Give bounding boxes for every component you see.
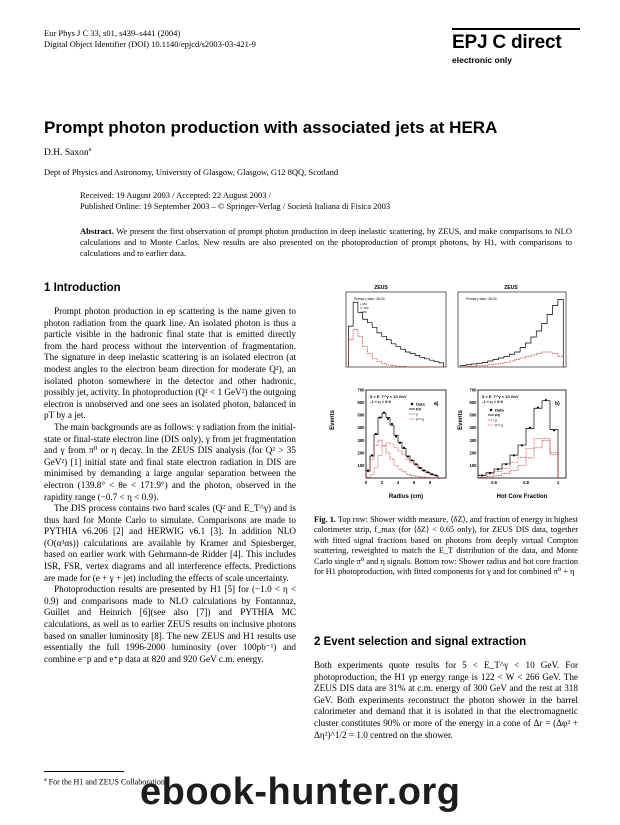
journal-brand <box>452 28 580 65</box>
panel-title: ZEUS <box>374 285 388 291</box>
author-footnote-mark: a <box>88 147 92 153</box>
kinematic-cut: 5 < E_T^γ < 10 GeV <box>370 394 407 399</box>
tick-label: 700 <box>357 387 365 393</box>
h1-radius-panel <box>330 388 446 501</box>
author-name: D.H. Saxon <box>44 148 89 159</box>
received-line: Received: 19 August 2003 / Accepted: 22 August 2003 / <box>80 190 271 200</box>
data-marker-icon <box>411 403 413 405</box>
panel-title: ZEUS <box>504 285 518 291</box>
published-line: Published Online: 19 September 2003 – © Springer-Verlag / Società Italiana di Fisica 2003 <box>80 201 391 211</box>
tick-label: 300 <box>357 437 365 443</box>
y-axis-label: Events <box>458 410 464 430</box>
data-point <box>521 444 523 446</box>
legend-data: Data <box>416 401 425 407</box>
author-line <box>44 147 91 158</box>
legend-pi-eta: π⁰+η <box>416 417 425 422</box>
data-point <box>379 417 381 419</box>
data-marker-icon <box>490 409 492 411</box>
kinematic-cut: -1 < η < 0.9 <box>370 399 391 404</box>
data-point <box>391 423 393 425</box>
publication-dates <box>80 190 390 212</box>
tick-label: 400 <box>469 425 477 431</box>
watermark: ebook-hunter.org <box>140 771 461 813</box>
data-point <box>403 447 405 449</box>
data-point <box>419 467 421 469</box>
tick-label: 300 <box>469 437 477 443</box>
fit-histogram <box>478 401 558 478</box>
data-point <box>435 474 437 476</box>
legend-fit: Fit <box>495 412 500 418</box>
doi-line: Digital Object Identifier (DOI) 10.1140/epjcd/s2003-03-421-9 <box>44 39 256 49</box>
data-point <box>387 418 389 420</box>
tick-label: 1 <box>556 480 560 485</box>
journal-header <box>44 28 256 50</box>
tick-label: 200 <box>357 450 365 456</box>
data-point <box>423 469 425 471</box>
paragraph: Both experiments quote results for 5 < E_T^γ < 10 GeV. For photoproduction, the H1 γp energy range is 122 < W < 266 GeV. The ZEUS DIS data are 31% at c.m. energy of 300 GeV and the rest at 318 GeV. Both experiments reconstruct the photon shower in the barrel calorimeter and demand that it is isolated in that the electromagnetic cluster constitutes 90% or more of the energy in a cone of Δr = (Δφ² + Δη²)^1/2 = 1.0 centred on the shower. <box>314 660 578 740</box>
tick-label: 700 <box>469 387 477 393</box>
brand-title: EPJ C direct <box>452 32 562 53</box>
zeus-shower-width-panel <box>346 285 446 367</box>
data-histogram <box>461 300 564 368</box>
kinematic-cut: 5 < E_T^γ < 10 GeV <box>482 394 519 399</box>
section-heading-introduction: 1 Introduction <box>44 282 121 294</box>
data-point <box>411 459 413 461</box>
legend <box>488 408 504 428</box>
section-heading-event-selection: 2 Event selection and signal extraction <box>314 636 527 648</box>
tick-label: 500 <box>469 412 477 418</box>
brand-subtitle: electronic only <box>452 55 512 65</box>
h1-hotcore-panel <box>458 388 566 501</box>
data-point <box>427 471 429 473</box>
paragraph: The main backgrounds are as follows: γ radiation from the initial-state or final-state electron line (DIS only), γ from jet fragmentation and γ from π⁰ or η decay. In the ZEUS DIS analysis (for Q² > 35 GeV²) [1] initial state and final state electron radiation in DIS are minimised by demanding a large angular separation between the electron (139.8° < θe < 171.9°) and the photon, observed in the rapidity range (−0.7 < η < 0.9). <box>44 421 296 502</box>
data-point <box>553 429 555 431</box>
data-point <box>399 442 401 444</box>
y-axis-label: Events <box>330 410 336 430</box>
legend-fit: Fit <box>416 406 421 412</box>
caption-text: Top row: Shower width measure, ⟨δZ⟩, and fraction of energy in highest calorimeter strip, f_max (for ⟨δZ⟩ < 0.65 only), for ZEUS DIS data, together with fitted signal fractions based on photons from deeply virtual Compton scattering, reweighted to match the E_T distribution of the data, and Monte Carlo single π⁰ and η signals. Bottom row: Shower radius and hot core fraction for H1 photoproduction, with fitted components for γ and for combined π⁰ + η <box>314 515 578 577</box>
data-point <box>513 454 515 456</box>
y-tick-labels <box>470 388 478 468</box>
affiliation: Dept of Physics and Astronomy, University of Glasgow, Glasgow, G12 8QQ, Scotland <box>44 167 339 177</box>
legend <box>409 402 425 422</box>
data-point <box>395 435 397 437</box>
tick-label: 8 <box>428 480 432 485</box>
x-tick-labels <box>491 480 560 485</box>
data-point <box>529 427 531 429</box>
data-point <box>415 463 417 465</box>
paper-title: Prompt photon production with associated jets at HERA <box>44 118 498 137</box>
brand-rule <box>452 28 580 30</box>
event-selection-body <box>314 660 578 741</box>
legend-entry: η MC <box>360 310 368 314</box>
abstract <box>80 226 572 259</box>
tick-label: 500 <box>357 412 365 418</box>
footnote-rule <box>44 771 124 772</box>
tick-label: 100 <box>469 462 477 468</box>
x-tick-labels <box>365 480 432 485</box>
gamma-mc-curve <box>348 330 443 368</box>
data-point <box>497 468 499 470</box>
legend-entry: γ MC <box>360 302 367 306</box>
panel-label: a) <box>434 401 439 407</box>
data-point <box>431 473 433 475</box>
data-point <box>481 474 483 476</box>
tick-label: 4 <box>396 480 400 485</box>
data-point <box>407 456 409 458</box>
data-point <box>545 399 547 401</box>
introduction-body <box>44 306 296 665</box>
panel-label: b) <box>555 401 560 407</box>
data-point <box>537 407 539 409</box>
caption-label: Fig. 1. <box>314 515 336 524</box>
legend-header: Prompt γ data : 96-00 <box>466 297 497 301</box>
tick-label: 200 <box>469 450 477 456</box>
abstract-text: We present the first observation of prompt photon production in deep inelastic scattering, by ZEUS, and make comparisons to NLO calculations and to Monte Carlos. New results are also presented on the photoproduction of prompt photons, by H1, with comparisons to calculations and to earlier data. <box>80 226 572 258</box>
journal-citation: Eur Phys J C 33, s01, s439–s441 (2004) <box>44 28 181 38</box>
tick-label: 400 <box>357 425 365 431</box>
x-axis-label: Radius (cm) <box>388 494 424 500</box>
y-tick-labels <box>358 388 366 468</box>
plot-frame <box>458 292 566 367</box>
tick-label: 6 <box>412 480 416 485</box>
abstract-label: Abstract. <box>80 226 114 236</box>
x-axis-label: Hot Core Fraction <box>496 494 548 500</box>
footnote-text: For the H1 and ZEUS Collaborations <box>48 777 168 787</box>
legend-gamma: γ <box>416 411 418 417</box>
legend-gamma: γ <box>495 417 497 423</box>
tick-label: 100 <box>357 462 365 468</box>
tick-label: 0.6 <box>491 480 497 485</box>
tick-label: 600 <box>469 400 477 406</box>
data-point <box>489 472 491 474</box>
tick-label: 2 <box>380 480 384 485</box>
paragraph: The DIS process contains two hard scales (Q² and E_T^γ) and is thus hard for Monte Carlo to simulate. Comparisons are made to PYTHIA v6.206 [2] and HERWIG v6.1 [3]. In addition NLO (O(α³αs)) calculations are available by Kramer and Spiesberger, based on earlier work with Gehrmann-de Ridder [4]. This includes ISR, FSR, vertex diagrams and all interference effects. Predictions are made for (e + γ + jet) including the effects of scale uncertainty. <box>44 503 296 583</box>
figure-1 <box>326 280 576 512</box>
tick-label: 0 <box>364 480 368 485</box>
tick-label: 0.8 <box>523 480 529 485</box>
data-point <box>383 412 385 414</box>
legend-header: Prompt γ data : 96-00 <box>354 297 385 301</box>
data-point <box>505 463 507 465</box>
legend-pi-eta: π⁰+η <box>495 423 504 428</box>
figure-caption <box>314 515 578 577</box>
footnote-mark: a <box>44 777 47 783</box>
paragraph: Prompt photon production in ep scattering is the name given to photon radiation from the quark line. An isolated photon is thus a particle visible in the hadronic final state that is emitted directly from the hard process without the intervention of fragmentation. The signature in deep inelastic scattering is an isolated electron (at modest angles to the electron beam direction for moderate Q²), an isolated photon somewhere in the detector and other hadronic, possibly jet, activity. In photoproduction (Q² < 1 GeV²) the outgoing electron is unobserved and one sees an isolated photon, balanced in pT by a jet. <box>44 306 296 421</box>
kinematic-cut: -1 < η < 0.9 <box>482 399 503 404</box>
zeus-fmax-panel <box>458 285 566 367</box>
data-point <box>367 469 369 471</box>
legend-entry: π⁰ MC <box>360 306 369 310</box>
tick-label: 600 <box>357 400 365 406</box>
data-point <box>371 454 373 456</box>
legend-data: Data <box>495 407 504 413</box>
data-point <box>375 433 377 435</box>
paragraph: Photoproduction results are presented by H1 [5] for (−1.0 < η < 0.9) and comparisons made to NLO calculations by Fontannaz, Guillet and Heinrich [6](see also [7]) and PYTHIA MC calculations, as well as to earlier ZEUS results on inclusive photons based on smaller luminosity [8]. The new ZEUS and H1 results use essentially the full 1996-2000 luminosity (over 100pb⁻¹) and combine e⁻p and e⁺p data at 820 and 920 GeV c.m. energy. <box>44 584 296 664</box>
